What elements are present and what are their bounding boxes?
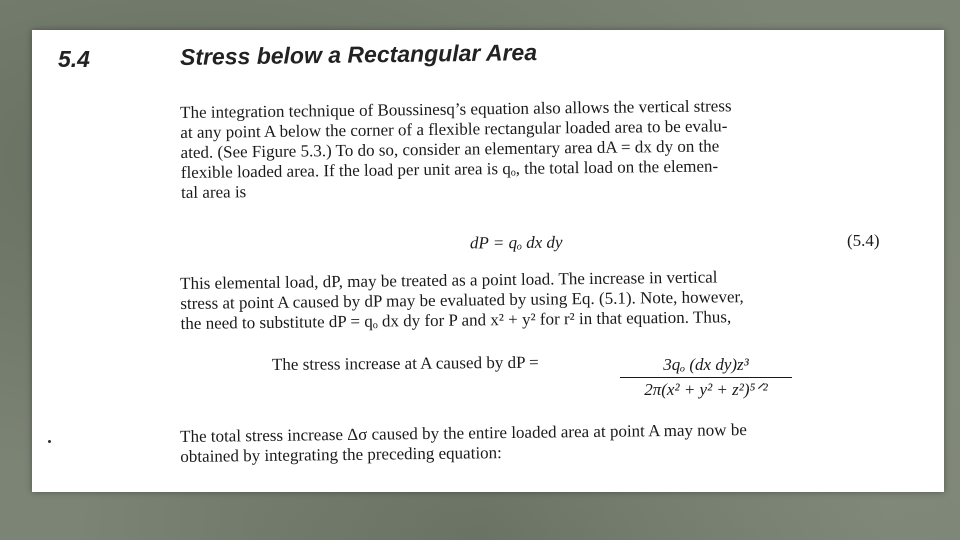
paragraph-total-stress [180, 418, 892, 467]
text-line: at any point A below the corner of a flexible rectangular loaded area to be evalu- [180, 116, 728, 142]
stress-increase-fraction [620, 355, 792, 400]
section-title: Stress below a Rectangular Area [179, 39, 538, 70]
text-line: This elemental load, dP, may be treated as a point load. The increase in vertical [180, 267, 718, 293]
document-page [32, 30, 944, 492]
text-line: ated. (See Figure 5.3.) To do so, consider an elementary area dA = dx dy on the [180, 136, 720, 162]
text-line: the need to substitute dP = qₒ dx dy for P and x² + y² for r² in that equation. Thus, [180, 307, 732, 333]
stray-mark [48, 440, 51, 443]
paragraph-point-load [180, 265, 893, 334]
text-line: stress at point A caused by dP may be evaluated by using Eq. (5.1). Note, however, [180, 287, 744, 313]
text-line: The integration technique of Boussinesq’s equation also allows the vertical stress [180, 96, 732, 122]
equation-5-4: dP = qₒ dx dy [469, 232, 563, 253]
fraction-numerator: 3qₒ (dx dy)z³ [663, 355, 749, 374]
text-line: flexible loaded area. If the load per unit area is qₒ, the total load on the elemen- [180, 156, 719, 182]
equation-number: (5.4) [847, 231, 880, 250]
text-line: tal area is [180, 182, 247, 202]
fraction-denominator: 2π(x² + y² + z²)⁵ᐟ² [644, 380, 768, 399]
paragraph-intro [180, 94, 893, 203]
text-line: obtained by integrating the preceding equation: [180, 443, 502, 466]
section-number: 5.4 [58, 46, 90, 72]
stress-increase-lead: The stress increase at A caused by dP = [271, 352, 539, 374]
text-line: The total stress increase Δσ caused by the entire loaded area at point A may now be [180, 420, 747, 446]
